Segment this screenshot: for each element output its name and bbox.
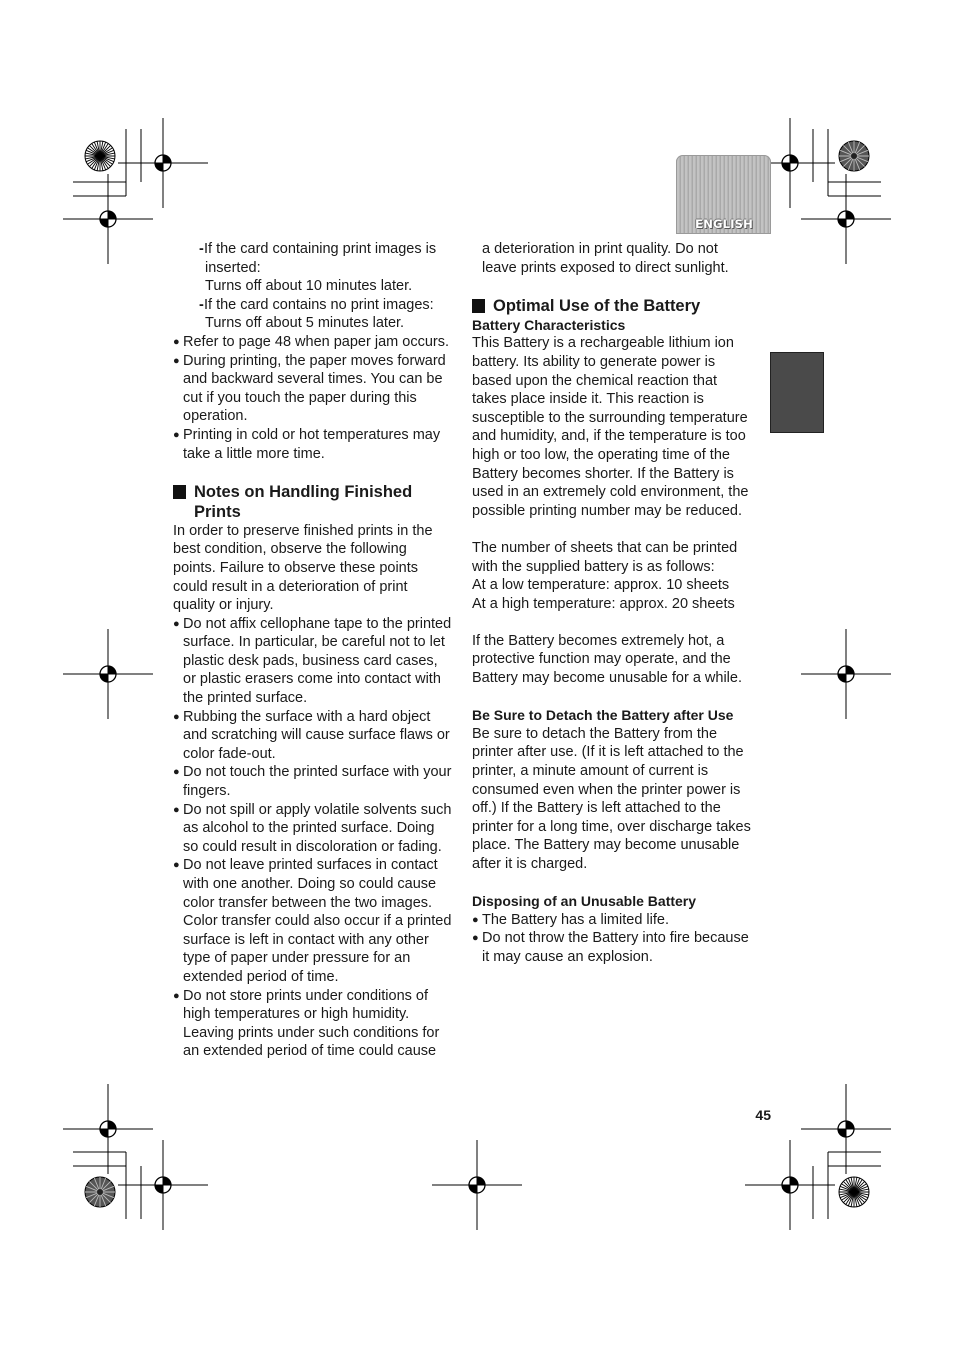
detach-battery-title: Be Sure to Detach the Battery after Use (472, 707, 734, 724)
disposing-battery-title: Disposing of an Unusable Battery (472, 893, 697, 910)
bullet-icon: ● (173, 989, 180, 1002)
bullet-icon: ● (173, 710, 180, 723)
bullet-icon: ● (173, 335, 180, 348)
hot-battery-note: If the Battery becomes extremely hot, a protective function may operate, and the Battery may become unusable for a while. (472, 632, 742, 687)
language-tab (676, 155, 771, 234)
left-column (173, 240, 453, 1061)
language-tab-label: ENGLISH (695, 217, 753, 231)
sub-item-continuation: inserted: (205, 259, 261, 276)
dash-marker: - (199, 241, 204, 257)
page-number: 45 (755, 1107, 771, 1123)
printing-notes-list (173, 333, 453, 463)
list-item: ● Refer to page 48 when paper jam occurs. (173, 333, 449, 350)
list-item: ● Do not spill or apply volatile solvents such as alcohol to the printed surface. Doing so could result in discoloration or fading. (173, 801, 452, 855)
dash-marker: - (199, 296, 204, 313)
list-item: ● Printing in cold or hot temperatures may take a little more time. (173, 426, 441, 462)
sheets-high-temp: At a high temperature: approx. 20 sheets (472, 595, 735, 612)
list-item: ● Do not store prints under conditions of high temperatures or high humidity. Leaving prints under such conditions for an extended period of time could cause (173, 987, 440, 1060)
list-item: ● Do not affix cellophane tape to the printed surface. In particular, be careful not to let plastic desk pads, business card cases, or plastic erasers come into contact with the printed surface. (173, 615, 452, 707)
chapter-side-tab (770, 352, 824, 433)
detach-battery-body: Be sure to detach the Battery from the printer after use. (If it is left attached to the printer, a minute amount of current is consumed even when the printer power is off.) If the Battery is left attached to the printer for a long time, over discharge takes place. The Battery may become unusable after it is charged. (472, 725, 751, 872)
bullet-icon: ● (472, 913, 479, 926)
list-item: ● The Battery has a limited life. (472, 911, 669, 928)
finished-prints-list (173, 615, 453, 1061)
bullet-icon: ● (173, 354, 180, 367)
sub-item-text: If the card containing print images is (204, 241, 437, 257)
list-item: ● Do not throw the Battery into fire because it may cause an explosion. (472, 930, 749, 965)
sub-item-card-no-images (173, 296, 453, 315)
square-bullet-icon (173, 485, 186, 499)
list-item: ● Rubbing the surface with a hard object and scratching will cause surface flaws or color fade-out. (173, 708, 450, 762)
bullet-icon: ● (173, 617, 180, 630)
square-bullet-icon (472, 299, 485, 313)
list-item: ● Do not leave printed surfaces in contact with one another. Doing so could cause color transfer between the two images. Color transfer could also occur if a printed surface is left in contact with any other type of paper under pressure for an extended period of time. (173, 857, 452, 985)
right-column (472, 240, 754, 967)
sub-item-continuation: Turns off about 5 minutes later. (205, 315, 405, 332)
sheets-low-temp: At a low temperature: approx. 10 sheets (472, 577, 730, 594)
finished-prints-intro: In order to preserve finished prints in the best condition, observe the following points. Failure to observe these points could result in a deterioration of print quality or injury. (173, 522, 433, 614)
list-item: ● Do not touch the printed surface with your fingers. (173, 764, 452, 800)
bullet-icon: ● (173, 428, 180, 441)
section-heading-battery: Optimal Use of the Battery (472, 296, 754, 316)
sub-item-continuation: Turns off about 10 minutes later. (205, 278, 413, 295)
sub-item-text: If the card contains no print images: (204, 296, 434, 313)
continuation-text: a deterioration in print quality. Do not leave prints exposed to direct sunlight. (482, 241, 729, 276)
disposing-list (472, 911, 754, 967)
sheets-intro: The number of sheets that can be printed with the supplied battery is as follows: (472, 539, 738, 575)
bullet-icon: ● (173, 766, 180, 779)
section-heading-finished-prints: Notes on Handling Finished Prints (173, 482, 453, 522)
sub-item-card-with-images (173, 240, 453, 259)
bullet-icon: ● (472, 932, 479, 945)
bullet-icon: ● (173, 803, 180, 816)
bullet-icon: ● (173, 859, 180, 872)
battery-characteristics-body: This Battery is a rechargeable lithium ion battery. Its ability to generate power is based upon the chemical reaction that takes place inside it. This reaction is susceptible to the surrounding temperature and humidity, and, if the temperature is too high or too low, the operating time of the Battery becomes shorter. If the Battery is used in an extremely cold environment, the possible printing number may be reduced. (472, 335, 749, 519)
battery-characteristics-title: Battery Characteristics (472, 316, 626, 333)
list-item: ● During printing, the paper moves forward and backward several times. You can be cut if you touch the paper during this operation. (173, 352, 446, 425)
